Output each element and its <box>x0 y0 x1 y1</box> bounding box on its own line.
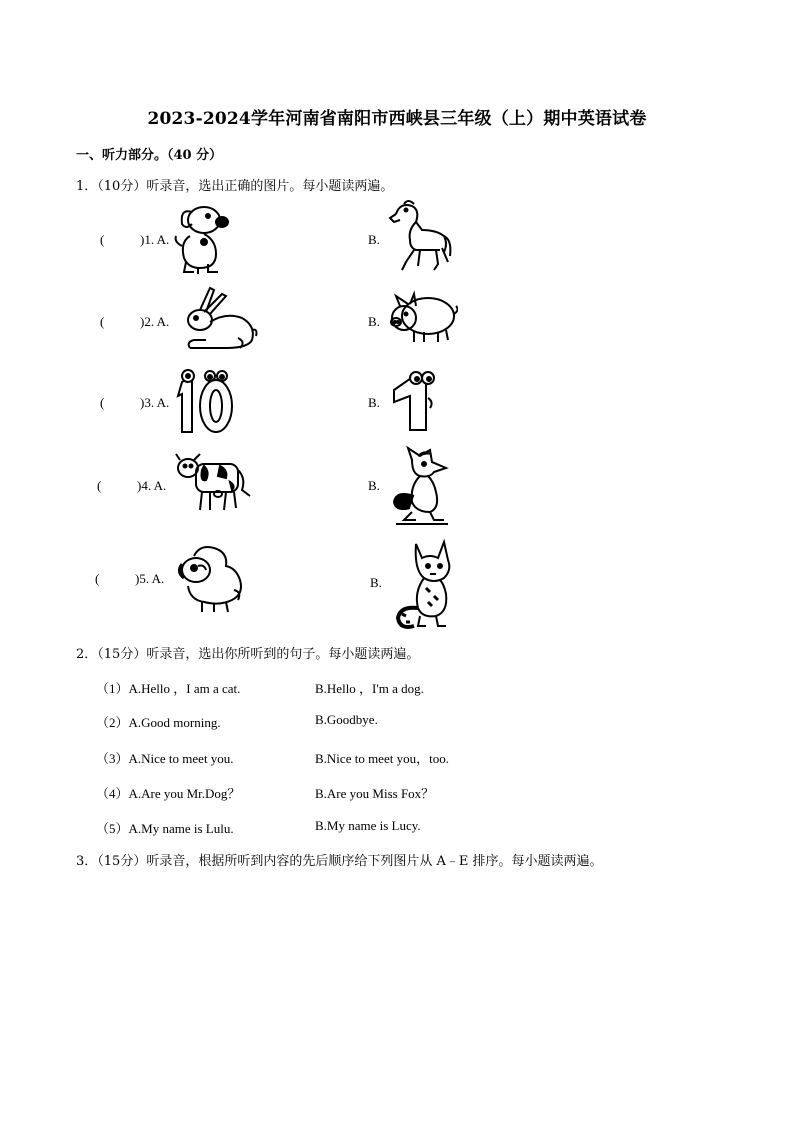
item-5-label: )5. A. <box>135 571 165 586</box>
question-3-stem: 3．（15分）听录音，根据所听到内容的先后顺序给下列图片从 A﹣E 排序。每小题读两遍。 <box>76 854 603 869</box>
answer-paren[interactable]: ( <box>97 478 102 493</box>
q2-item-1-option-b[interactable]: B.Hello ，I'm a dog. <box>315 681 424 696</box>
cow-icon[interactable] <box>174 450 254 514</box>
dog-icon[interactable] <box>172 202 232 276</box>
item-2-label: )2. A. <box>140 314 170 329</box>
q2-item-3-option-a[interactable]: （3）A.Nice to meet you. <box>96 751 234 766</box>
question-2-stem: 2．（15分）听录音，选出你所听到的句子。每小题读两遍。 <box>76 647 420 662</box>
q2-item-3-option-b[interactable]: B.Nice to meet you，too. <box>315 751 449 766</box>
q2-item-4-option-a[interactable]: （4）A.Are you Mr.Dog？ <box>96 786 241 801</box>
rabbit-icon[interactable] <box>176 286 258 354</box>
horse-icon[interactable] <box>386 200 454 272</box>
item-1-option-b: B. <box>368 232 380 247</box>
sheep-icon[interactable] <box>174 542 248 614</box>
q2-item-4-option-b[interactable]: B.Are you Miss Fox？ <box>315 786 435 801</box>
item-3-option-b: B. <box>368 395 380 410</box>
cat-icon[interactable] <box>390 536 460 632</box>
item-3-label: )3. A. <box>140 395 170 410</box>
page-title: 2023-2024学年河南省南阳市西峡县三年级（上）期中英语试卷 <box>147 109 647 129</box>
q2-item-5-option-b[interactable]: B.My name is Lucy. <box>315 818 421 833</box>
number-one-icon[interactable] <box>390 368 436 436</box>
answer-paren[interactable]: ( <box>100 314 105 329</box>
item-4-option-b: B. <box>368 478 380 493</box>
item-2-option-b: B. <box>368 314 380 329</box>
question-1-stem: 1．（10分）听录音，选出正确的图片。每小题读两遍。 <box>76 179 394 194</box>
number-ten-icon[interactable] <box>176 368 238 436</box>
item-1-label: )1. A. <box>140 232 170 247</box>
answer-paren[interactable]: ( <box>100 232 105 247</box>
answer-paren[interactable]: ( <box>100 395 105 410</box>
section-heading-listening: 一、听力部分。（40 分） <box>76 148 223 163</box>
q2-item-1-option-a[interactable]: （1）A.Hello ，I am a cat. <box>96 681 241 696</box>
pig-icon[interactable] <box>386 290 458 346</box>
answer-paren[interactable]: ( <box>95 571 100 586</box>
q2-item-5-option-a[interactable]: （5）A.My name is Lulu. <box>96 821 234 836</box>
fox-icon[interactable] <box>390 446 454 526</box>
item-5-option-b: B. <box>370 575 382 590</box>
q2-item-2-option-b[interactable]: B.Goodbye. <box>315 712 378 727</box>
q2-item-2-option-a[interactable]: （2）A.Good morning. <box>96 715 221 730</box>
item-4-label: )4. A. <box>137 478 167 493</box>
